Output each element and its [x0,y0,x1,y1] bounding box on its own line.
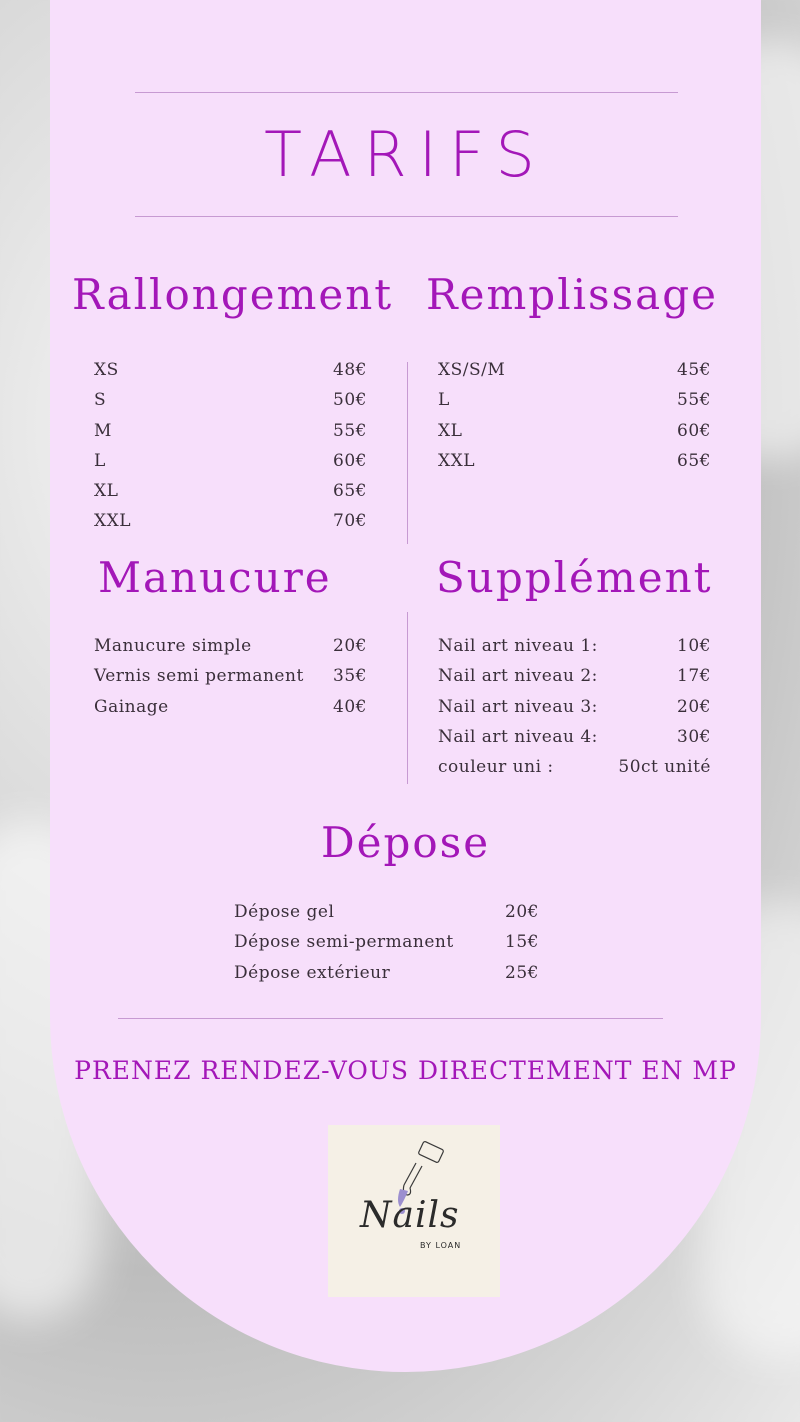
price-row [438,446,711,476]
item-label: XS [94,360,119,380]
logo-script-text: Nails [360,1195,460,1236]
section-title-supplement: Supplément [436,553,713,602]
price-row [234,927,539,957]
price-row [438,631,711,661]
price-row [438,385,711,415]
item-label: Dépose gel [234,902,335,922]
price-row [438,722,711,752]
item-label: Vernis semi permanent [94,666,304,687]
remplissage-list [438,355,711,476]
item-price: 48€ [333,360,367,380]
section-title-rallongement: Rallongement [72,270,394,319]
price-panel [50,0,761,1372]
section-title-manucure: Manucure [98,553,332,602]
item-price: 15€ [505,932,539,953]
brand-logo [328,1125,500,1297]
item-label: couleur uni : [438,757,554,778]
price-row [94,385,367,415]
item-label: Nail art niveau 3: [438,696,598,717]
item-price: 30€ [677,726,711,747]
item-price: 25€ [505,962,539,983]
item-label: XXL [438,450,475,471]
depose-list [234,897,539,988]
item-label: Nail art niveau 1: [438,636,598,656]
item-price: 35€ [333,666,367,687]
item-label: XXL [94,511,131,532]
price-row [438,661,711,691]
price-row [94,416,367,446]
item-price: 60€ [333,450,367,471]
item-label: Gainage [94,696,169,717]
item-label: Manucure simple [94,636,252,656]
booking-call-to-action: PRENEZ RENDEZ-VOUS DIRECTEMENT EN MP [74,1056,737,1085]
item-price: 10€ [677,636,711,656]
price-row [438,355,711,385]
section-title-remplissage: Remplissage [426,270,718,319]
item-price: 55€ [333,420,367,441]
rallongement-list [94,355,367,537]
supplement-list [438,631,711,782]
item-price: 50€ [333,390,367,411]
item-price: 65€ [333,481,367,502]
column-divider [407,362,408,544]
price-row [438,692,711,722]
item-price: 70€ [333,511,367,532]
manucure-list [94,631,367,722]
item-label: XS/S/M [438,360,506,380]
item-price: 60€ [677,420,711,441]
item-label: L [94,450,106,471]
price-row [438,752,711,782]
item-price: 20€ [505,902,539,922]
item-price: 65€ [677,450,711,471]
logo-subtext: BY LOAN [420,1241,462,1250]
column-divider [407,612,408,784]
divider [135,92,678,93]
price-row [94,476,367,506]
item-price: 20€ [677,696,711,717]
item-price: 50ct unité [618,757,711,778]
item-label: Dépose semi-permanent [234,932,454,953]
page-title: TARIFS [264,118,547,191]
item-label: L [438,390,450,411]
item-price: 40€ [333,696,367,717]
item-label: M [94,420,112,441]
price-row [94,631,367,661]
price-row [94,692,367,722]
price-row [234,897,539,927]
divider [135,216,678,217]
item-label: XL [94,481,119,502]
price-row [94,446,367,476]
item-price: 55€ [677,390,711,411]
item-label: Dépose extérieur [234,962,391,983]
price-row [438,416,711,446]
item-price: 20€ [333,636,367,656]
item-label: XL [438,420,463,441]
item-price: 17€ [677,666,711,687]
price-row [94,506,367,536]
divider [118,1018,663,1019]
price-row [94,661,367,691]
item-price: 45€ [677,360,711,380]
price-row [94,355,367,385]
price-row [234,958,539,988]
item-label: Nail art niveau 4: [438,726,598,747]
item-label: Nail art niveau 2: [438,666,598,687]
section-title-depose: Dépose [320,818,491,867]
item-label: S [94,390,107,411]
